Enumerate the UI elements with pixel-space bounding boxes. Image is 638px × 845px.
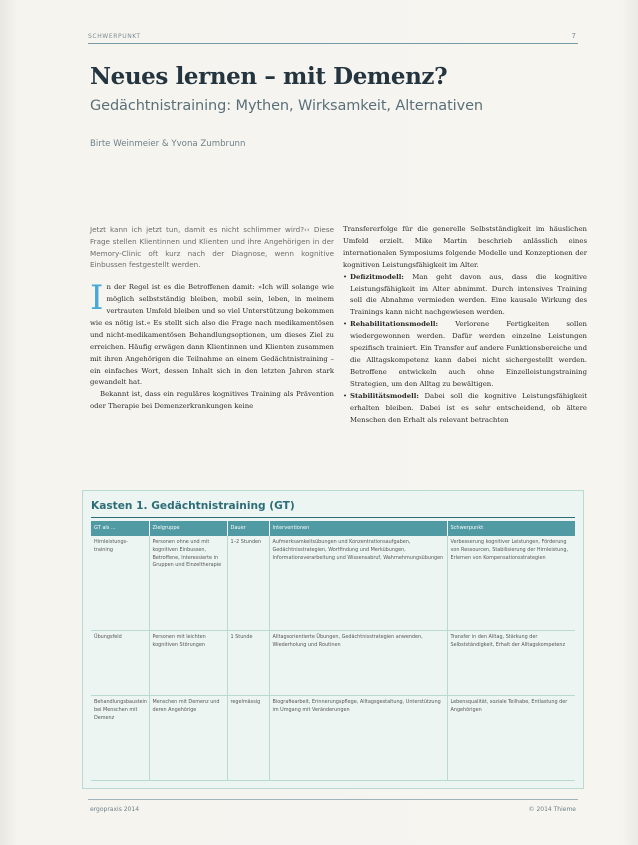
body-paragraph — [90, 278, 334, 389]
model-text: Dabei soll die kognitive Leistungsfähigkeit erhalten bleiben. Dabei ist es sehr entscheidend, ob ältere Menschen den Erhalt als relevant betrachten — [350, 391, 587, 424]
paragraph-text: n der Regel ist es die Betroffenen damit: »Ich will solange wie möglich selbstständig bleiben, mobil sein, leben, in meinem vertrauten Umfeld bleiben und so viel Unterstützung bekommen wie es nötig ist.« Es stellt sich also die Frage nach medikamentösen und nicht-medikamentösen Behandlungsoptionen, um dieses Ziel zu erreichen. Häufig erwägen dann Klientinnen und Klienten zusammen mit ihren Angehörigen die Teilnahme an einem Gedächtnistraining – ein einfaches Wort, dessen Inhalt sich in den letzten Jahren stark gewandelt hat. — [90, 283, 334, 387]
table-cell: Alltagsorientierte Übungen, Gedächtnisstrategien anwenden, Wiederholung und Routinen — [269, 631, 447, 696]
table-header-row — [91, 521, 575, 536]
article-authors: Birte Weinmeier & Yvona Zumbrunn — [90, 139, 246, 149]
table-cell: Lebensqualität, soziale Teilhabe, Entlastung der Angehörigen — [447, 696, 575, 781]
table-cell: Personen mit leichten kognitiven Störungen — [149, 631, 227, 696]
model-list — [343, 272, 587, 427]
footer-divider — [88, 799, 578, 800]
box-title: Kasten 1. Gedächtnistraining (GT) — [91, 500, 295, 512]
training-table — [91, 521, 575, 781]
footer-journal: ergopraxis 2014 — [90, 806, 140, 813]
page-header — [88, 33, 578, 44]
table-cell: Hirnleistungs-training — [91, 536, 149, 631]
table-cell: Biografiearbeit, Erinnerungspflege, Alltagsgestaltung, Unterstützung im Umgang mit Veränderungen — [269, 696, 447, 781]
column-header: GT als ... — [91, 521, 149, 536]
model-text: Verlorene Fertigkeiten sollen wiedergewonnen werden. Dafür werden einzelne Leistungen spezifisch trainiert. Ein Transfer auf andere Funktionsbereiche und die Alltagskompetenz kann dabei nicht sichergestellt werden. Betroffene entwickeln auch ohne Einzelleistungstraining Strategien, um den Alltag zu bewältigen. — [350, 320, 587, 388]
right-column — [343, 224, 587, 426]
model-term: Stabilitätsmodell: — [350, 391, 419, 400]
table-row — [91, 631, 575, 696]
table-cell: Personen ohne und mit kognitiven Einbussen, Betroffene, Interessierte in Gruppen und Einzeltherapie — [149, 536, 227, 631]
column-header: Interventionen — [269, 521, 447, 536]
table-cell: Menschen mit Demenz und deren Angehörige — [149, 696, 227, 781]
table-row — [91, 696, 575, 781]
list-item — [343, 319, 587, 390]
table-cell: Übungsfeld — [91, 631, 149, 696]
box-title-divider — [91, 517, 575, 518]
column-header: Schwerpunkt — [447, 521, 575, 536]
drop-cap: I — [90, 278, 104, 319]
table-cell: 1 Stunde — [227, 631, 269, 696]
info-box — [82, 490, 584, 789]
body-paragraph: Bekannt ist, dass ein reguläres kognitives Training als Prävention oder Therapie bei Demenzerkrankungen keine — [90, 390, 334, 411]
running-head: SCHWERPUNKT — [88, 33, 141, 40]
column-header: Dauer — [227, 521, 269, 536]
model-term: Rehabilitationsmodell: — [350, 320, 439, 329]
article-title: Neues lernen – mit Demenz? — [90, 63, 448, 90]
footer-copyright: © 2014 Thieme — [528, 806, 576, 813]
body-paragraph: Transfererfolge für die generelle Selbstständigkeit im häuslichen Umfeld erzielt. Mike Martin beschrieb anlässlich eines internationalen Symposiums folgende Modelle und Konzeptionen der kognitiven Leistungsfähigkeit im Alter. — [343, 225, 587, 269]
column-header: Zielgruppe — [149, 521, 227, 536]
model-term: Defizitmodell: — [350, 272, 404, 281]
table-cell: 1–2 Stunden — [227, 536, 269, 631]
table-cell: regelmässig — [227, 696, 269, 781]
table-cell: Verbesserung kognitiver Leistungen, Förderung von Ressourcen, Stabilisierung der Hirnleistung, Erlernen von Kompensationsstrategien — [447, 536, 575, 631]
table-cell: Transfer in den Alltag, Stärkung der Selbstständigkeit, Erhalt der Alltagskompetenz — [447, 631, 575, 696]
list-item — [343, 391, 587, 427]
table-row — [91, 536, 575, 631]
list-item — [343, 272, 587, 320]
article-subtitle: Gedächtnistraining: Mythen, Wirksamkeit, Alternativen — [90, 98, 483, 114]
table-cell: Aufmerksamkeitsübungen und Konzentrationsaufgaben, Gedächtnisstrategien, Wortfindung und Merkübungen, Informationsverarbeitung und Wissensabruf, Wahrnehmungsübungen — [269, 536, 447, 631]
page-number: 7 — [571, 32, 576, 40]
left-column — [90, 224, 334, 413]
table-cell: Behandlungsbaustein bei Menschen mit Demenz — [91, 696, 149, 781]
teaser-text: Jetzt kann ich jetzt tun, damit es nicht schlimmer wird?‹‹ Diese Frage stellen Klientinnen und Klienten und ihre Angehörigen in der Memory-Clinic oft kurz nach der Diagnose, wenn kognitive Einbussen festgestellt werden. — [90, 225, 334, 270]
model-text: Man geht davon aus, dass die kognitive Leistungsfähigkeit im Alter abnimmt. Durch intensives Training soll die Abnahme vermieden werden. Eine kausale Wirkung des Trainings kann nicht nachgewiesen werden. — [350, 272, 587, 317]
